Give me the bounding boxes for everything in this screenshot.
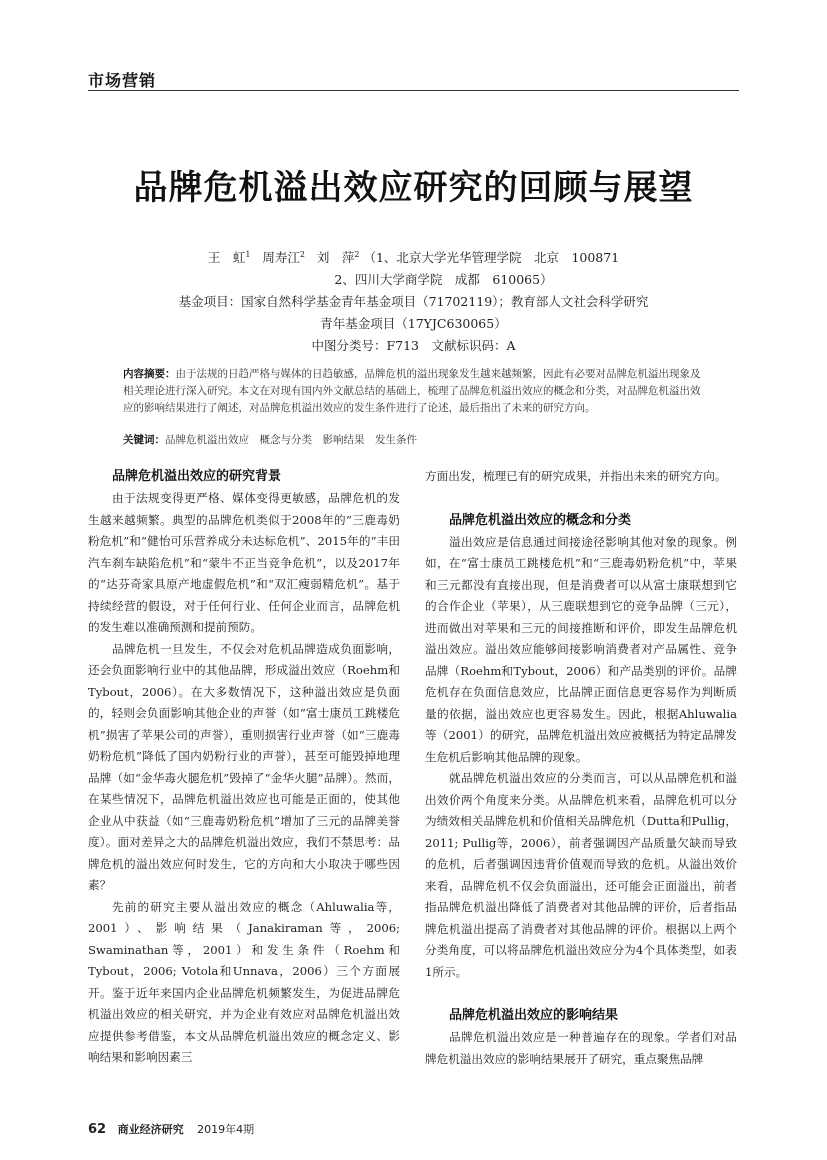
authors-line <box>0 248 827 266</box>
page-number: 62 <box>88 1122 107 1137</box>
abstract-label: 内容摘要： <box>123 368 176 380</box>
affiliation-1: （1、北京大学光华管理学院 北京 100871 <box>363 250 620 265</box>
journal-issue: 2019年4期 <box>197 1123 255 1136</box>
author-3-sup: 2 <box>354 249 360 259</box>
fund-line-2: 青年基金项目（17YJC630065） <box>320 316 507 331</box>
author-2-sup: 2 <box>299 249 305 259</box>
author-3: 刘 萍 <box>316 250 355 265</box>
article-title: 品牌危机溢出效应研究的回顾与展望 <box>133 168 694 208</box>
keywords-text: 品牌危机溢出效应 概念与分类 影响结果 发生条件 <box>165 434 417 446</box>
author-1: 王 虹 <box>207 250 246 265</box>
right-column <box>425 466 737 1070</box>
paragraph: 品牌危机一旦发生，不仅会对危机品牌造成负面影响，还会负面影响行业中的其他品牌，形成溢出效应（Roehm和Tybout，2006）。在大多数情况下，这种溢出效应是负面的，轻则会负面影响其他企业的声誉（如“富士康员工跳楼危机”损害了苹果公司的声誉），重则损害行业声誉（如“三鹿毒奶粉危机”降低了国内奶粉行业的声誉），甚至可能毁掉地理品牌（如“金华毒火腿危机”毁掉了“金华火腿”品牌）。然而，在某些情况下，品牌危机溢出效应也可能是正面的，使其他企业从中获益（如“三鹿毒奶粉危机”增加了三元的品牌美誉度）。面对差异之大的品牌危机溢出效应，我们不禁思考：品牌危机的溢出效应何时发生，它的方向和大小取决于哪些因素？ <box>88 641 400 892</box>
footer <box>88 1121 254 1137</box>
paragraph: 先前的研究主要从溢出效应的概念（Ahluwalia等，2001）、影响结果（Janakiraman等，2006; Swaminathan等，2001）和发生条件（Roehm和Tybout，2006; Votola和Unnava，2006）三个方面展开。鉴于近年来国内企业品牌危机频繁发生，为促进品牌危机溢出效应的相关研究，并为企业有效应对品牌危机溢出效应提供参考借鉴，本文从品牌危机溢出效应的概念定义、影响结果和影响因素三 <box>88 899 400 1064</box>
abstract-text: 由于法规的日趋严格与媒体的日趋敏感，品牌危机的溢出现象发生越来越频繁，因此有必要对品牌危机溢出现象及相关理论进行深入研究。本文在对现有国内外文献总结的基础上，梳理了品牌危机溢出效应的概念和分类，对品牌危机溢出效应的影响结果进行了阐述，对品牌危机溢出效应的发生条件进行了论述，最后指出了未来的研究方向。 <box>123 368 701 414</box>
author-2: 周寿江 <box>262 250 300 265</box>
paragraph: 溢出效应是信息通过间接途径影响其他对象的现象。例如，在“富士康员工跳楼危机”和“三鹿毒奶粉危机”中，苹果和三元都没有直接出现，但是消费者可以从富士康联想到它的合作企业（苹果），从三鹿联想到它的竞争品牌（三元），进而做出对苹果和三元的间接推断和评价，即发生品牌危机溢出效应。溢出效应能够间接影响消费者对产品属性、竞争品牌（Roehm和Tybout，2006）和产品类别的评价。品牌危机存在负面信息效应，比品牌正面信息更容易作为判断质量的依据，溢出效应也更容易发生。因此，根据Ahluwalia等（2001）的研究，品牌危机溢出效应被概括为特定品牌发生危机后影响其他品牌的现象。 <box>425 534 737 764</box>
abstract <box>123 366 703 417</box>
paragraph: 由于法规变得更严格、媒体变得更敏感，品牌危机的发生越来越频繁。典型的品牌危机类似于2008年的“三鹿毒奶粉危机”和“健怡可乐营养成分未达标危机”、2015年的“丰田汽车刹车缺陷危机”和“蒙牛不正当竞争危机”，以及2017年的“达芬奇家具原产地虚假危机”和“双汇瘦弱精危机”。基于持续经营的假设，对于任何行业、任何企业而言，品牌危机的发生难以准确预测和提前预防。 <box>88 491 400 634</box>
classification-line: 中图分类号：F713 文献标识码：A <box>311 338 516 353</box>
heading-results: 品牌危机溢出效应的影响结果 <box>449 1008 619 1023</box>
paragraph: 就品牌危机溢出效应的分类而言，可以从品牌危机和溢出效价两个角度来分类。从品牌危机来看，品牌危机可以分为绩效相关品牌危机和价值相关品牌危机（Dutta和Pullig，2011; Pullig等，2006），前者强调因产品质量欠缺而导致的危机，后者强调因违背价值观而导致的危机。从溢出效价来看，品牌危机不仅会负面溢出，还可能会正面溢出，前者指品牌危机溢出降低了消费者对其他品牌的评价，后者指品牌危机溢出提高了消费者对其他品牌的评价。根据以上两个分类角度，可以将品牌危机溢出效应分为4个具体类型，如表1所示。 <box>425 771 737 979</box>
paragraph: 品牌危机溢出效应是一种普遍存在的现象。学者们对品牌危机溢出效应的影响结果展开了研究，重点聚焦品牌 <box>425 1030 737 1066</box>
affiliation-2: 2、四川大学商学院 成都 610065） <box>334 272 553 287</box>
section-tag: 市场营销 <box>88 71 157 90</box>
heading-background: 品牌危机溢出效应的研究背景 <box>112 469 282 484</box>
journal-name: 商业经济研究 <box>117 1123 184 1136</box>
keywords <box>123 432 703 449</box>
top-rule <box>88 90 739 91</box>
left-column <box>88 466 400 1069</box>
heading-concept: 品牌危机溢出效应的概念和分类 <box>449 512 632 528</box>
paragraph: 方面出发，梳理已有的研究成果，并指出未来的研究方向。 <box>425 469 727 483</box>
fund-line-1: 基金项目：国家自然科学基金青年基金项目（71702119）；教育部人文社会科学研究 <box>178 294 649 309</box>
author-1-sup: 1 <box>245 249 251 259</box>
keywords-label: 关键词： <box>123 434 165 446</box>
